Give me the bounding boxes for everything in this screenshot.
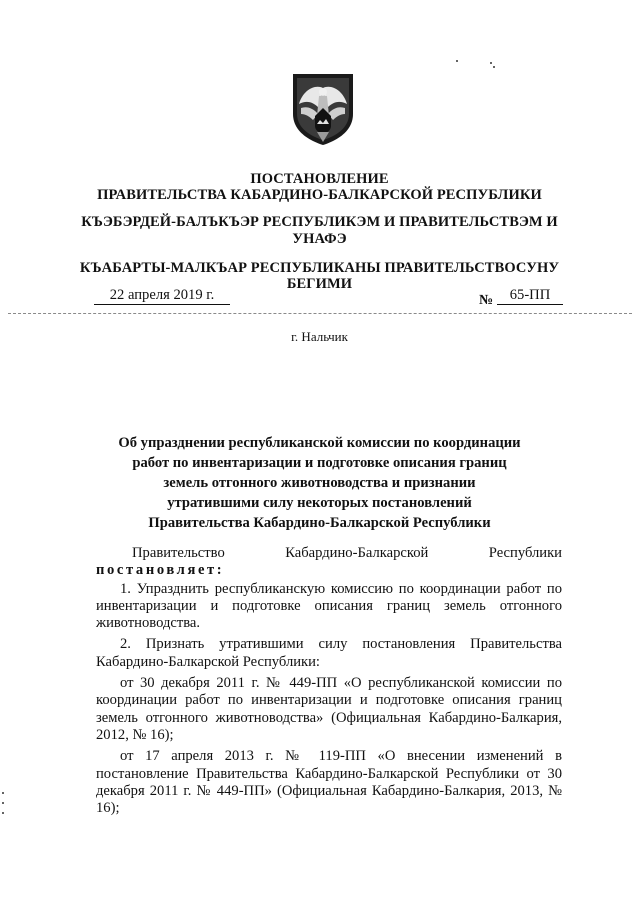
scan-speck bbox=[2, 802, 4, 804]
title-line: земель отгонного животноводства и признании bbox=[163, 475, 476, 491]
balkar-heading-line2: БЕГИМИ bbox=[286, 276, 353, 292]
intro-word: Республики bbox=[488, 545, 562, 561]
balkar-heading-line1: КЪАБАРТЫ-МАЛКЪАР РЕСПУБЛИКАНЫ ПРАВИТЕЛЬСТВОСУНУ bbox=[79, 260, 560, 276]
eagle-shield-icon bbox=[289, 70, 357, 146]
resolves-word: постановляет: bbox=[96, 562, 225, 579]
government-name-heading: ПРАВИТЕЛЬСТВА КАБАРДИНО-БАЛКАРСКОЙ РЕСПУБЛИКИ bbox=[97, 187, 542, 203]
paragraph-2: 2. Признать утратившими силу постановления Правительства Кабардино-Балкарской Республики: bbox=[96, 636, 562, 670]
scan-speck bbox=[2, 792, 4, 794]
title-line: утратившими силу некоторых постановлений bbox=[167, 495, 472, 511]
title-line: работ по инвентаризации и подготовке описания границ bbox=[132, 455, 507, 471]
scan-speck bbox=[456, 60, 458, 62]
city-label: г. Нальчик bbox=[291, 329, 348, 344]
title-line: Об упразднении республиканской комиссии по координации bbox=[118, 435, 521, 451]
paragraph-3: от 30 декабря 2011 г. № 449-ПП «О республиканской комиссии по координации работ по инвентаризации и подготовке описания границ земель отгонного животноводства» (Официальная Кабардино-Балкария, 2012, № 16); bbox=[96, 675, 562, 743]
title-line: Правительства Кабардино-Балкарской Республики bbox=[148, 515, 491, 531]
number-sign: № bbox=[479, 293, 494, 308]
paragraph-1: 1. Упразднить республиканскую комиссию по координации работ по инвентаризации и подготовке описания границ земель отгонного животноводства. bbox=[96, 580, 562, 632]
scan-speck bbox=[2, 812, 4, 814]
document-number: 65-ПП bbox=[497, 286, 563, 305]
doc-type-heading: ПОСТАНОВЛЕНИЕ bbox=[250, 171, 389, 187]
scan-speck bbox=[490, 62, 492, 64]
kabardian-heading-line1: КЪЭБЭРДЕЙ-БАЛЪКЪЭР РЕСПУБЛИКЭМ И ПРАВИТЕЛЬСТВЭМ И bbox=[81, 214, 558, 230]
resolution-body bbox=[96, 545, 562, 817]
intro-word: Правительство bbox=[132, 545, 225, 561]
scan-speck bbox=[493, 66, 495, 68]
kabardian-heading-line2: УНАФЭ bbox=[292, 231, 347, 247]
document-date: 22 апреля 2019 г. bbox=[94, 286, 230, 305]
intro-line bbox=[96, 545, 562, 562]
header-divider bbox=[8, 313, 632, 314]
paragraph-4: от 17 апреля 2013 г. № 119-ПП «О внесении изменений в постановление Правительства Кабардино-Балкарской Республики от 30 декабря 2011 г. № 449-ПП» (Официальная Кабардино-Балкария, 2013, № 16); bbox=[96, 748, 562, 817]
coat-of-arms-emblem bbox=[289, 70, 357, 146]
intro-word: Кабардино-Балкарской bbox=[285, 545, 429, 561]
resolution-title bbox=[60, 433, 579, 533]
